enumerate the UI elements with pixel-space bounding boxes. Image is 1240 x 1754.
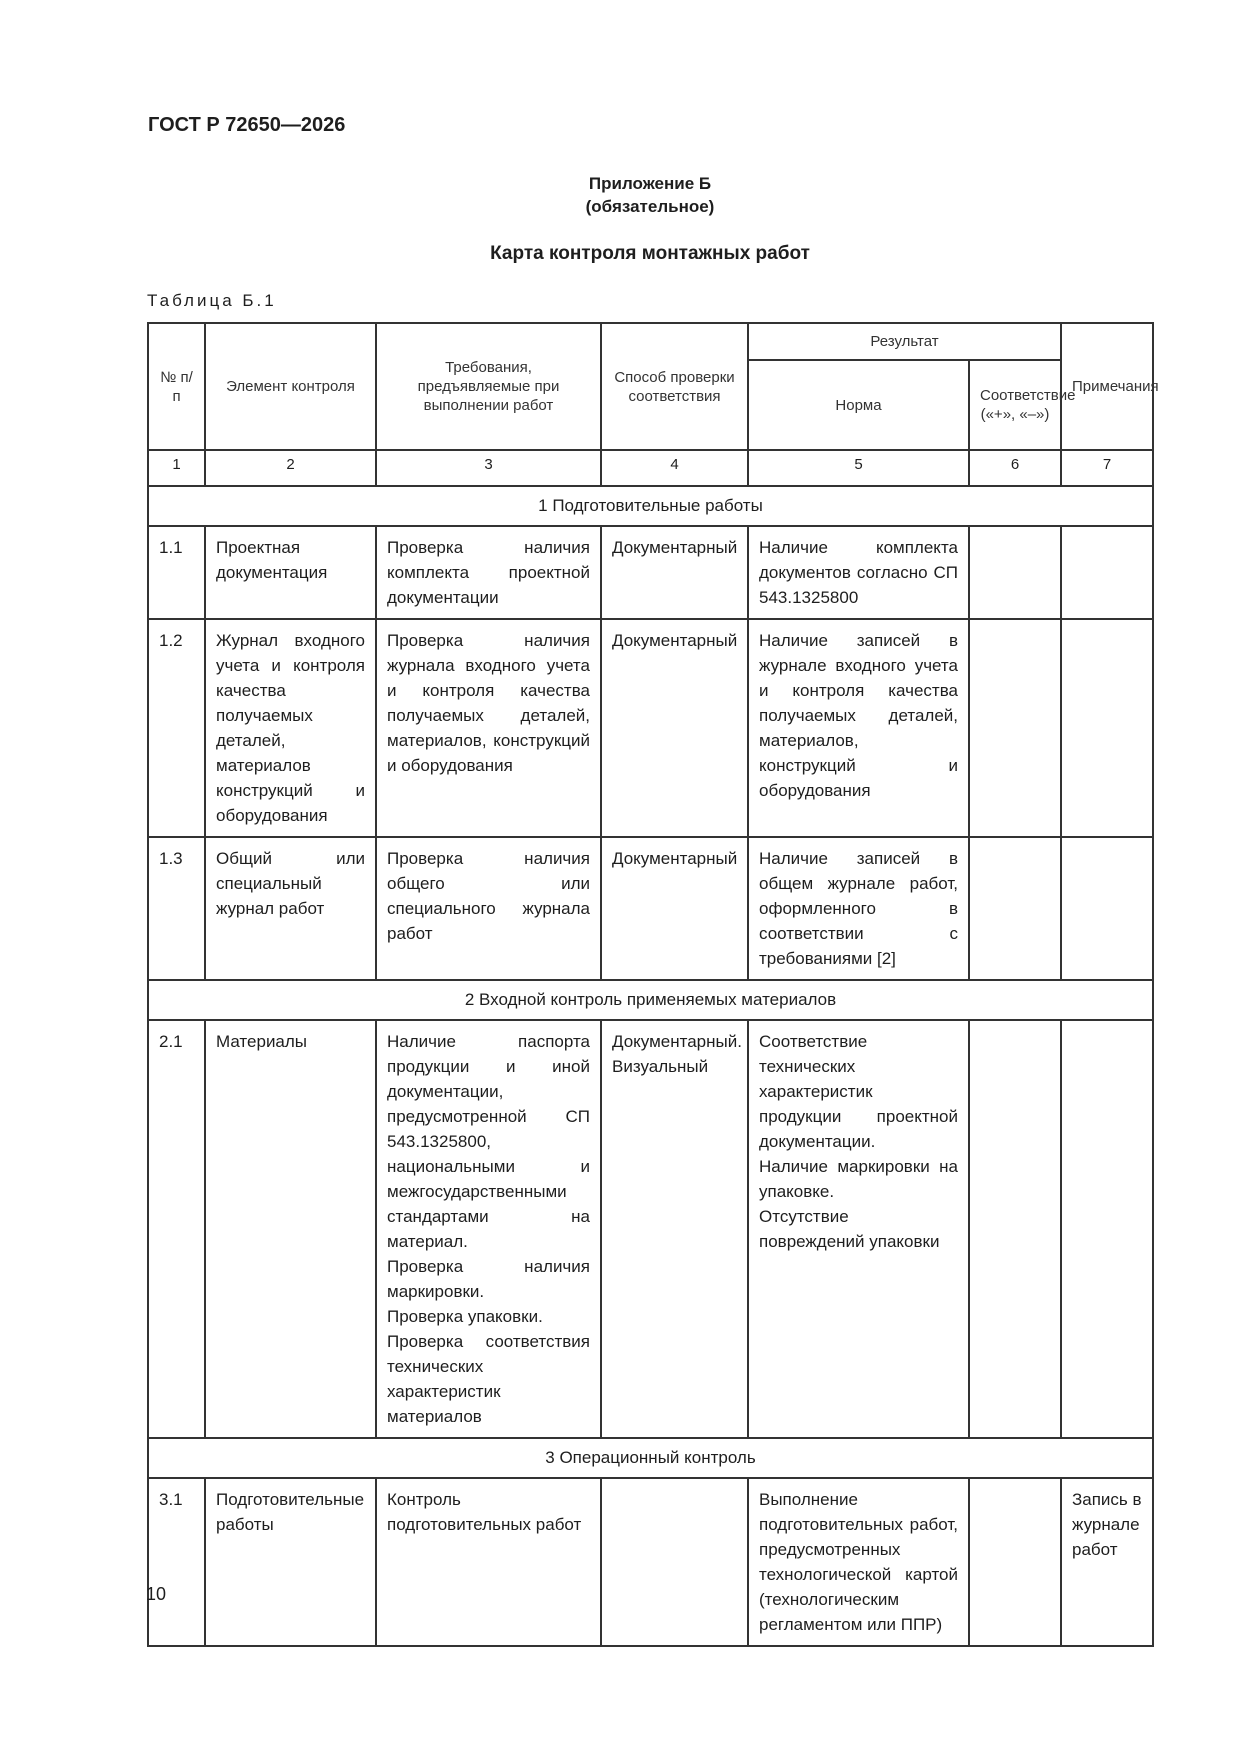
col-number: 4 <box>601 450 748 486</box>
method-line: Визуальный <box>612 1057 709 1076</box>
page-number: 10 <box>146 1584 167 1604</box>
table-row <box>148 837 1153 980</box>
row-num: 1.1 <box>148 526 205 619</box>
table-row <box>148 1020 1153 1438</box>
header-requirements: Требования, предъявляемые при выполнении работ <box>376 323 601 450</box>
row-requirements: Проверка наличия общего или специального журнала работ <box>376 837 601 980</box>
row-method: Документарный <box>601 837 748 980</box>
header-result: Результат <box>748 323 1061 360</box>
annex-status: (обязательное) <box>585 197 715 216</box>
section-title: 1 Подготовительные работы <box>148 486 1153 526</box>
method-line: Документарный. <box>612 1032 742 1051</box>
col-number: 7 <box>1061 450 1153 486</box>
row-notes: Запись в журнале работ <box>1061 1478 1153 1646</box>
row-element: Подготовительные работы <box>205 1478 376 1646</box>
col-number: 6 <box>969 450 1061 486</box>
column-numbers-row <box>148 450 1153 486</box>
table-row <box>148 526 1153 619</box>
norm-line: Наличие маркировки на упаковке. <box>759 1157 958 1201</box>
row-requirements <box>376 1020 601 1438</box>
row-method: Документарный <box>601 526 748 619</box>
row-conformity <box>969 1478 1061 1646</box>
section-title: 3 Операционный контроль <box>148 1438 1153 1478</box>
row-requirements: Проверка наличия журнала входного учета и контроля качества получаемых деталей, материалов, конструкций и оборудования <box>376 619 601 837</box>
row-num: 1.2 <box>148 619 205 837</box>
requirement-line: Наличие паспорта продукции и иной документации, предусмотренной СП 543.1325800, национальными и межгосударственными стандартами на материал. <box>387 1032 590 1251</box>
row-notes <box>1061 619 1153 837</box>
standard-designation: ГОСТ Р 72650—2026 <box>148 114 346 136</box>
requirement-line: Проверка упаковки. <box>387 1307 543 1326</box>
norm-line: Отсутствие повреждений упаковки <box>759 1207 940 1251</box>
row-notes <box>1061 837 1153 980</box>
row-norm <box>748 1020 969 1438</box>
section-title: 2 Входной контроль применяемых материалов <box>148 980 1153 1020</box>
header-method: Способ проверки соответствия <box>601 323 748 450</box>
row-conformity <box>969 837 1061 980</box>
row-num: 3.1 <box>148 1478 205 1646</box>
row-norm: Выполнение подготовительных работ, предусмотренных технологической картой (технологическим регламентом или ППР) <box>748 1478 969 1646</box>
table-row <box>148 619 1153 837</box>
row-element: Проектная документация <box>205 526 376 619</box>
header-conformity: Соответствие («+», «–») <box>969 360 1061 450</box>
row-conformity <box>969 619 1061 837</box>
col-number: 5 <box>748 450 969 486</box>
control-table <box>147 322 1159 1647</box>
row-num: 1.3 <box>148 837 205 980</box>
row-requirements: Проверка наличия комплекта проектной документации <box>376 526 601 619</box>
col-number: 2 <box>205 450 376 486</box>
row-conformity <box>969 526 1061 619</box>
header-norm: Норма <box>748 360 969 450</box>
row-requirements: Контроль подготовительных работ <box>376 1478 601 1646</box>
row-element: Материалы <box>205 1020 376 1438</box>
annex-label: Приложение Б <box>588 174 712 193</box>
row-notes <box>1061 1020 1153 1438</box>
header-notes: Примечания <box>1061 323 1153 450</box>
row-norm: Наличие записей в общем журнале работ, оформленного в соответствии с требованиями [2] <box>748 837 969 980</box>
col-number: 3 <box>376 450 601 486</box>
requirement-line: Проверка соответствия технических характеристик материалов <box>387 1332 590 1426</box>
row-element: Журнал входного учета и контроля качества получаемых деталей, материалов конструкций и оборудования <box>205 619 376 837</box>
row-method <box>601 1478 748 1646</box>
norm-line: Соответствие технических характеристик продукции проектной документации. <box>759 1032 958 1151</box>
row-norm: Наличие записей в журнале входного учета и контроля качества получаемых деталей, материалов, конструкций и оборудования <box>748 619 969 837</box>
row-num: 2.1 <box>148 1020 205 1438</box>
header-num: № п/п <box>148 323 205 450</box>
row-norm: Наличие комплекта документов согласно СП 543.1325800 <box>748 526 969 619</box>
row-method: Документарный <box>601 619 748 837</box>
row-conformity <box>969 1020 1061 1438</box>
row-notes <box>1061 526 1153 619</box>
document-title: Карта контроля монтажных работ <box>490 243 810 264</box>
table-row <box>148 1478 1153 1646</box>
row-method <box>601 1020 748 1438</box>
requirement-line: Проверка наличия маркировки. <box>387 1257 590 1301</box>
header-element: Элемент контроля <box>205 323 376 450</box>
table-caption: Таблица Б.1 <box>147 291 277 310</box>
col-number: 1 <box>148 450 205 486</box>
row-element: Общий или специальный журнал работ <box>205 837 376 980</box>
